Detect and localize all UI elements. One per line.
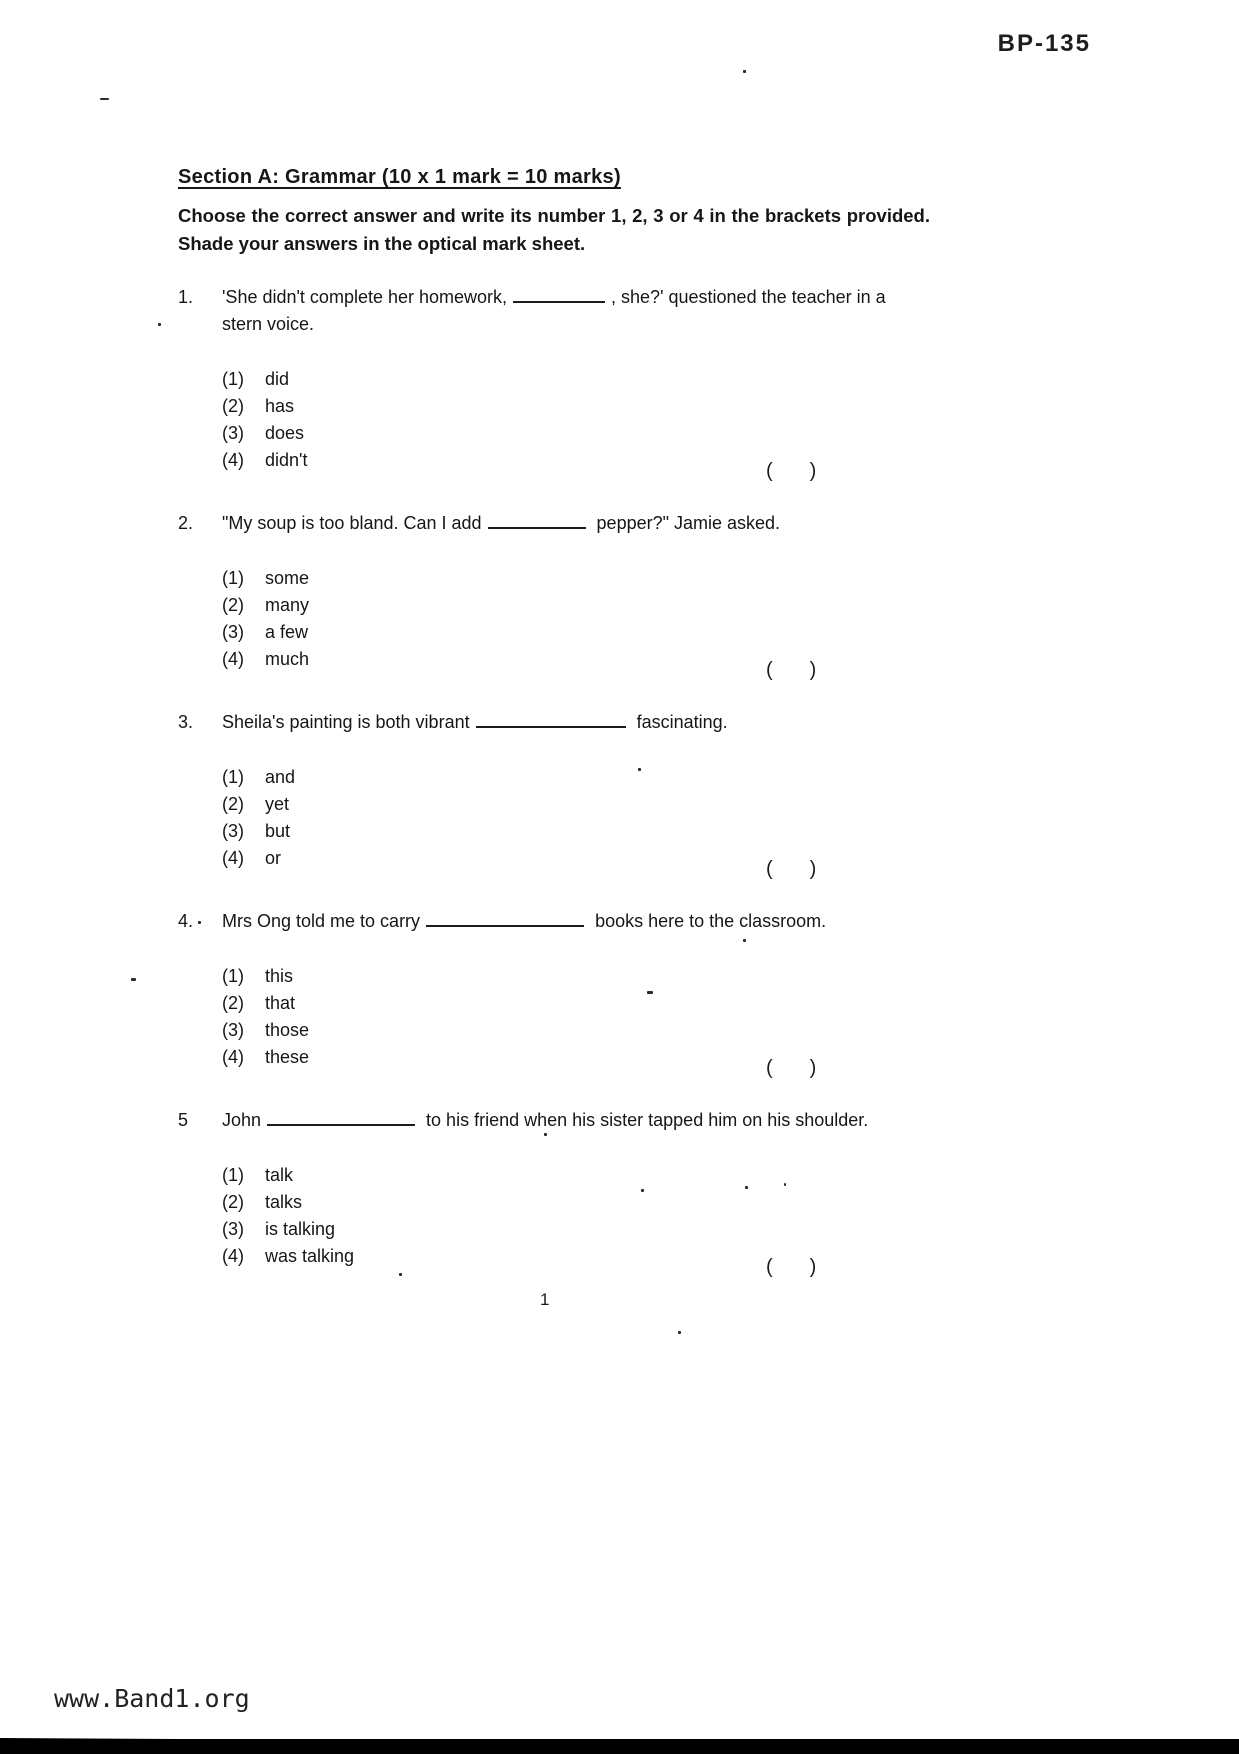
question-number: 5 — [178, 1110, 189, 1130]
options-list — [222, 764, 930, 872]
bracket-open: ( — [766, 1057, 773, 1079]
option-row — [222, 420, 930, 447]
scan-artifact — [678, 1331, 681, 1334]
question-line — [178, 709, 930, 736]
question-text-after: to his friend when his sister tapped him on his shoulder. — [421, 1110, 869, 1130]
question-block — [178, 709, 930, 880]
question-line — [178, 284, 930, 338]
question-text-before: Mrs Ong told me to carry — [222, 911, 421, 931]
option-number: (1) — [222, 568, 244, 588]
option-row — [222, 845, 930, 872]
option-number: (4) — [222, 1246, 244, 1266]
option-number: (3) — [222, 1219, 244, 1239]
option-row — [222, 818, 930, 845]
answer-blank — [426, 913, 584, 927]
bracket-open: ( — [766, 1256, 773, 1278]
option-label: these — [265, 1047, 310, 1067]
scan-artifact — [638, 768, 641, 771]
option-row — [222, 764, 930, 791]
option-number: (2) — [222, 1192, 244, 1212]
option-number: (2) — [222, 396, 244, 416]
doc-code: BP-135 — [997, 30, 1091, 57]
option-number: (1) — [222, 369, 244, 389]
section-content — [178, 166, 930, 1306]
option-label: did — [265, 369, 290, 389]
option-label: those — [265, 1020, 310, 1040]
option-label: much — [265, 649, 310, 669]
question-number: 4. — [178, 911, 194, 931]
answer-blank — [488, 515, 586, 529]
scan-artifact — [158, 323, 161, 326]
answer-bracket — [766, 660, 816, 680]
page-number: 1 — [540, 1290, 550, 1309]
option-row — [222, 1216, 930, 1243]
options-list — [222, 366, 930, 474]
bracket-close: ) — [809, 1256, 817, 1278]
scan-artifact — [647, 991, 653, 994]
option-number: (3) — [222, 622, 244, 642]
option-label: this — [265, 966, 294, 986]
bracket-close: ) — [809, 659, 817, 681]
question-block — [178, 284, 930, 482]
option-number: (2) — [222, 993, 244, 1013]
option-label: that — [265, 993, 296, 1013]
option-label: yet — [265, 794, 290, 814]
question-text-before: 'She didn't complete her homework, — [222, 287, 508, 307]
option-number: (1) — [222, 1165, 244, 1185]
option-label: some — [265, 568, 310, 588]
scan-artifact — [641, 1189, 644, 1192]
question-number: 3. — [178, 712, 194, 732]
option-number: (3) — [222, 821, 244, 841]
option-number: (3) — [222, 423, 244, 443]
option-label: many — [265, 595, 310, 615]
options-list — [222, 963, 930, 1071]
question-block — [178, 510, 930, 681]
question-text-after: books here to the classroom. — [590, 911, 827, 931]
option-number: (4) — [222, 649, 244, 669]
option-number: (4) — [222, 450, 244, 470]
option-label: talks — [265, 1192, 303, 1212]
question-line — [178, 510, 930, 537]
answer-bracket — [766, 461, 816, 481]
option-number: (3) — [222, 1020, 244, 1040]
option-row — [222, 366, 930, 393]
bracket-open: ( — [766, 858, 773, 880]
question-text-before: John — [222, 1110, 262, 1130]
section-title: Section A: Grammar (10 x 1 mark = 10 marks) — [178, 166, 621, 188]
option-row — [222, 565, 930, 592]
option-label: has — [265, 396, 295, 416]
answer-bracket — [766, 859, 816, 879]
option-number: (2) — [222, 794, 244, 814]
option-label: is talking — [265, 1219, 336, 1239]
option-label: didn't — [265, 450, 308, 470]
bracket-open: ( — [766, 659, 773, 681]
option-label: or — [265, 848, 282, 868]
question-line — [178, 908, 930, 935]
scan-artifact — [544, 1133, 547, 1136]
answer-blank — [476, 714, 626, 728]
question-text — [222, 510, 930, 537]
question-line — [178, 1107, 930, 1134]
option-number: (4) — [222, 848, 244, 868]
option-row — [222, 1017, 930, 1044]
option-row — [222, 1243, 930, 1270]
option-label: but — [265, 821, 291, 841]
option-row — [222, 963, 930, 990]
scan-artifact — [784, 1183, 786, 1186]
question-number: 1. — [178, 287, 194, 307]
option-row — [222, 990, 930, 1017]
options-list — [222, 1162, 930, 1270]
scan-artifact — [745, 1186, 748, 1189]
question-number: 2. — [178, 513, 194, 533]
option-row — [222, 791, 930, 818]
option-row — [222, 1189, 930, 1216]
question-text-after: fascinating. — [631, 712, 728, 732]
question-text — [222, 908, 930, 935]
bracket-close: ) — [809, 858, 817, 880]
scan-artifact — [743, 939, 746, 942]
bracket-close: ) — [809, 1057, 817, 1079]
option-label: talk — [265, 1165, 294, 1185]
bracket-open: ( — [766, 460, 773, 482]
question-block — [178, 908, 930, 1079]
questions-list — [178, 284, 930, 1278]
question-text — [222, 1107, 930, 1134]
option-row — [222, 1044, 930, 1071]
scan-artifact — [198, 921, 201, 924]
option-row — [222, 646, 930, 673]
option-row — [222, 619, 930, 646]
options-list — [222, 565, 930, 673]
answer-blank — [267, 1112, 415, 1126]
scan-artifact — [131, 978, 136, 981]
scan-bottom-bar — [0, 1739, 1239, 1754]
option-label: does — [265, 423, 305, 443]
scan-artifact — [100, 98, 109, 100]
answer-bracket — [766, 1058, 816, 1078]
footer-url: www.Band1.org — [54, 1684, 250, 1713]
answer-blank — [513, 289, 605, 303]
option-label: was talking — [265, 1246, 355, 1266]
option-number: (2) — [222, 595, 244, 615]
option-label: and — [265, 767, 296, 787]
scan-artifact — [743, 70, 746, 73]
question-text — [222, 284, 930, 338]
option-label: a few — [265, 622, 309, 642]
option-row — [222, 592, 930, 619]
bracket-close: ) — [809, 460, 817, 482]
scan-artifact — [399, 1273, 402, 1276]
option-number: (4) — [222, 1047, 244, 1067]
option-number: (1) — [222, 966, 244, 986]
option-number: (1) — [222, 767, 244, 787]
question-text — [222, 709, 930, 736]
question-block — [178, 1107, 930, 1278]
option-row — [222, 447, 930, 474]
question-text-before: Sheila's painting is both vibrant — [222, 712, 470, 732]
option-row — [222, 1162, 930, 1189]
section-instructions: Choose the correct answer and write its number 1, 2, 3 or 4 in the brackets provided. Shade your answers in the optical mark sheet. — [178, 205, 930, 254]
option-row — [222, 393, 930, 420]
question-text-before: "My soup is too bland. Can I add — [222, 513, 482, 533]
answer-bracket — [766, 1257, 816, 1277]
question-text-after: pepper?" Jamie asked. — [591, 513, 781, 533]
question-text-after: , she?' questioned the teacher in a stern voice. — [222, 287, 886, 334]
